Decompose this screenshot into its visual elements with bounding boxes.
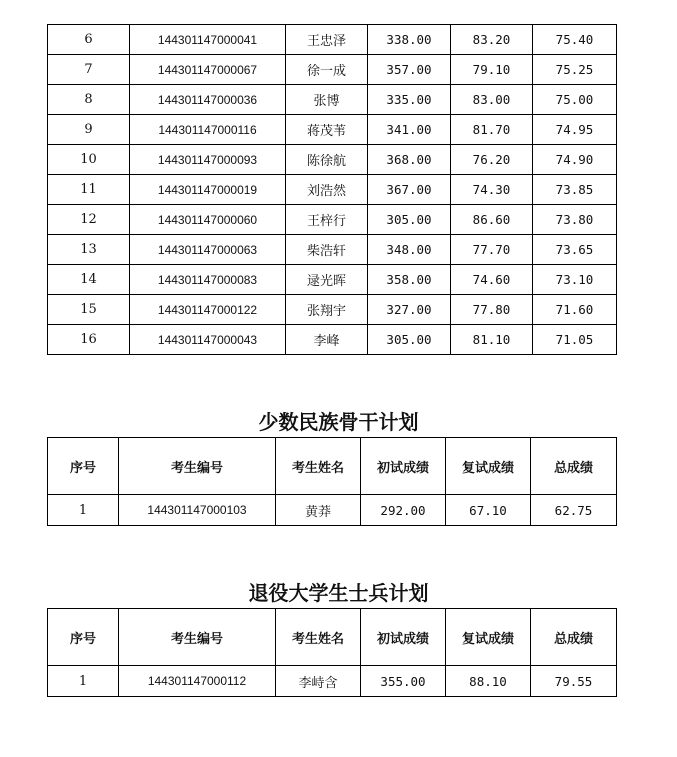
cell-retest: 81.10 bbox=[451, 325, 533, 355]
cell-total: 73.80 bbox=[533, 205, 617, 235]
cell-total: 75.40 bbox=[533, 25, 617, 55]
cell-name: 王忠泽 bbox=[286, 25, 368, 55]
cell-exam-id: 144301147000103 bbox=[119, 495, 276, 526]
cell-name: 蒋茂苇 bbox=[286, 115, 368, 145]
cell-seq: 1 bbox=[48, 666, 119, 697]
cell-exam-id: 144301147000063 bbox=[130, 235, 286, 265]
cell-total: 74.95 bbox=[533, 115, 617, 145]
cell-name: 逯光晖 bbox=[286, 265, 368, 295]
cell-retest: 74.30 bbox=[451, 175, 533, 205]
cell-name: 黄莽 bbox=[276, 495, 361, 526]
cell-prelim: 292.00 bbox=[361, 495, 446, 526]
main-score-table bbox=[47, 24, 617, 355]
cell-exam-id: 144301147000067 bbox=[130, 55, 286, 85]
minority-section-title: 少数民族骨干计划 bbox=[258, 410, 419, 434]
cell-exam-id: 144301147000112 bbox=[119, 666, 276, 697]
cell-seq: 13 bbox=[48, 235, 130, 265]
cell-retest: 86.60 bbox=[451, 205, 533, 235]
table-row bbox=[48, 55, 617, 85]
cell-seq: 7 bbox=[48, 55, 130, 85]
minority-score-table-body bbox=[48, 495, 617, 526]
veteran-section-title: 退役大学生士兵计划 bbox=[248, 581, 429, 605]
cell-seq: 12 bbox=[48, 205, 130, 235]
table-row bbox=[48, 175, 617, 205]
table-row bbox=[48, 235, 617, 265]
header-seq: 序号 bbox=[48, 438, 119, 495]
cell-total: 75.00 bbox=[533, 85, 617, 115]
header-prelim: 初试成绩 bbox=[361, 438, 446, 495]
table-row bbox=[48, 325, 617, 355]
table-row bbox=[48, 115, 617, 145]
cell-retest: 81.70 bbox=[451, 115, 533, 145]
cell-exam-id: 144301147000083 bbox=[130, 265, 286, 295]
cell-prelim: 338.00 bbox=[368, 25, 451, 55]
veteran-score-table-body bbox=[48, 666, 617, 697]
cell-total: 75.25 bbox=[533, 55, 617, 85]
cell-seq: 16 bbox=[48, 325, 130, 355]
header-prelim: 初试成绩 bbox=[361, 609, 446, 666]
cell-prelim: 305.00 bbox=[368, 325, 451, 355]
cell-retest: 83.00 bbox=[451, 85, 533, 115]
cell-seq: 8 bbox=[48, 85, 130, 115]
veteran-score-table bbox=[47, 608, 617, 697]
cell-exam-id: 144301147000060 bbox=[130, 205, 286, 235]
cell-prelim: 335.00 bbox=[368, 85, 451, 115]
cell-prelim: 305.00 bbox=[368, 205, 451, 235]
cell-seq: 6 bbox=[48, 25, 130, 55]
cell-name: 张博 bbox=[286, 85, 368, 115]
cell-prelim: 358.00 bbox=[368, 265, 451, 295]
cell-seq: 1 bbox=[48, 495, 119, 526]
cell-name: 王梓行 bbox=[286, 205, 368, 235]
cell-seq: 11 bbox=[48, 175, 130, 205]
cell-seq: 14 bbox=[48, 265, 130, 295]
cell-prelim: 368.00 bbox=[368, 145, 451, 175]
cell-total: 62.75 bbox=[531, 495, 617, 526]
table-row bbox=[48, 85, 617, 115]
cell-exam-id: 144301147000041 bbox=[130, 25, 286, 55]
header-total: 总成绩 bbox=[531, 609, 617, 666]
cell-seq: 9 bbox=[48, 115, 130, 145]
table-row bbox=[48, 145, 617, 175]
minority-score-table bbox=[47, 437, 617, 526]
cell-name: 刘浩然 bbox=[286, 175, 368, 205]
header-exam-id: 考生编号 bbox=[119, 438, 276, 495]
header-retest: 复试成绩 bbox=[446, 438, 531, 495]
cell-retest: 77.80 bbox=[451, 295, 533, 325]
cell-retest: 67.10 bbox=[446, 495, 531, 526]
header-name: 考生姓名 bbox=[276, 609, 361, 666]
table-header-row bbox=[48, 609, 617, 666]
cell-name: 陈徐航 bbox=[286, 145, 368, 175]
cell-name: 徐一成 bbox=[286, 55, 368, 85]
cell-prelim: 327.00 bbox=[368, 295, 451, 325]
cell-total: 71.60 bbox=[533, 295, 617, 325]
table-row bbox=[48, 295, 617, 325]
cell-prelim: 367.00 bbox=[368, 175, 451, 205]
table-row bbox=[48, 495, 617, 526]
cell-exam-id: 144301147000036 bbox=[130, 85, 286, 115]
cell-total: 73.10 bbox=[533, 265, 617, 295]
header-exam-id: 考生编号 bbox=[119, 609, 276, 666]
cell-name: 李峙含 bbox=[276, 666, 361, 697]
cell-retest: 74.60 bbox=[451, 265, 533, 295]
cell-prelim: 357.00 bbox=[368, 55, 451, 85]
table-header-row bbox=[48, 438, 617, 495]
main-score-table-body bbox=[48, 25, 617, 355]
cell-name: 柴浩轩 bbox=[286, 235, 368, 265]
table-row bbox=[48, 666, 617, 697]
table-row bbox=[48, 265, 617, 295]
cell-seq: 10 bbox=[48, 145, 130, 175]
cell-exam-id: 144301147000019 bbox=[130, 175, 286, 205]
cell-retest: 79.10 bbox=[451, 55, 533, 85]
cell-total: 79.55 bbox=[531, 666, 617, 697]
cell-total: 73.85 bbox=[533, 175, 617, 205]
cell-retest: 88.10 bbox=[446, 666, 531, 697]
cell-retest: 76.20 bbox=[451, 145, 533, 175]
cell-seq: 15 bbox=[48, 295, 130, 325]
cell-exam-id: 144301147000043 bbox=[130, 325, 286, 355]
cell-name: 张翔宇 bbox=[286, 295, 368, 325]
cell-retest: 83.20 bbox=[451, 25, 533, 55]
cell-exam-id: 144301147000122 bbox=[130, 295, 286, 325]
cell-exam-id: 144301147000093 bbox=[130, 145, 286, 175]
table-row bbox=[48, 25, 617, 55]
cell-prelim: 348.00 bbox=[368, 235, 451, 265]
table-row bbox=[48, 205, 617, 235]
cell-retest: 77.70 bbox=[451, 235, 533, 265]
cell-total: 73.65 bbox=[533, 235, 617, 265]
cell-total: 71.05 bbox=[533, 325, 617, 355]
header-seq: 序号 bbox=[48, 609, 119, 666]
header-total: 总成绩 bbox=[531, 438, 617, 495]
cell-exam-id: 144301147000116 bbox=[130, 115, 286, 145]
header-name: 考生姓名 bbox=[276, 438, 361, 495]
cell-name: 李峰 bbox=[286, 325, 368, 355]
cell-total: 74.90 bbox=[533, 145, 617, 175]
header-retest: 复试成绩 bbox=[446, 609, 531, 666]
cell-prelim: 355.00 bbox=[361, 666, 446, 697]
cell-prelim: 341.00 bbox=[368, 115, 451, 145]
